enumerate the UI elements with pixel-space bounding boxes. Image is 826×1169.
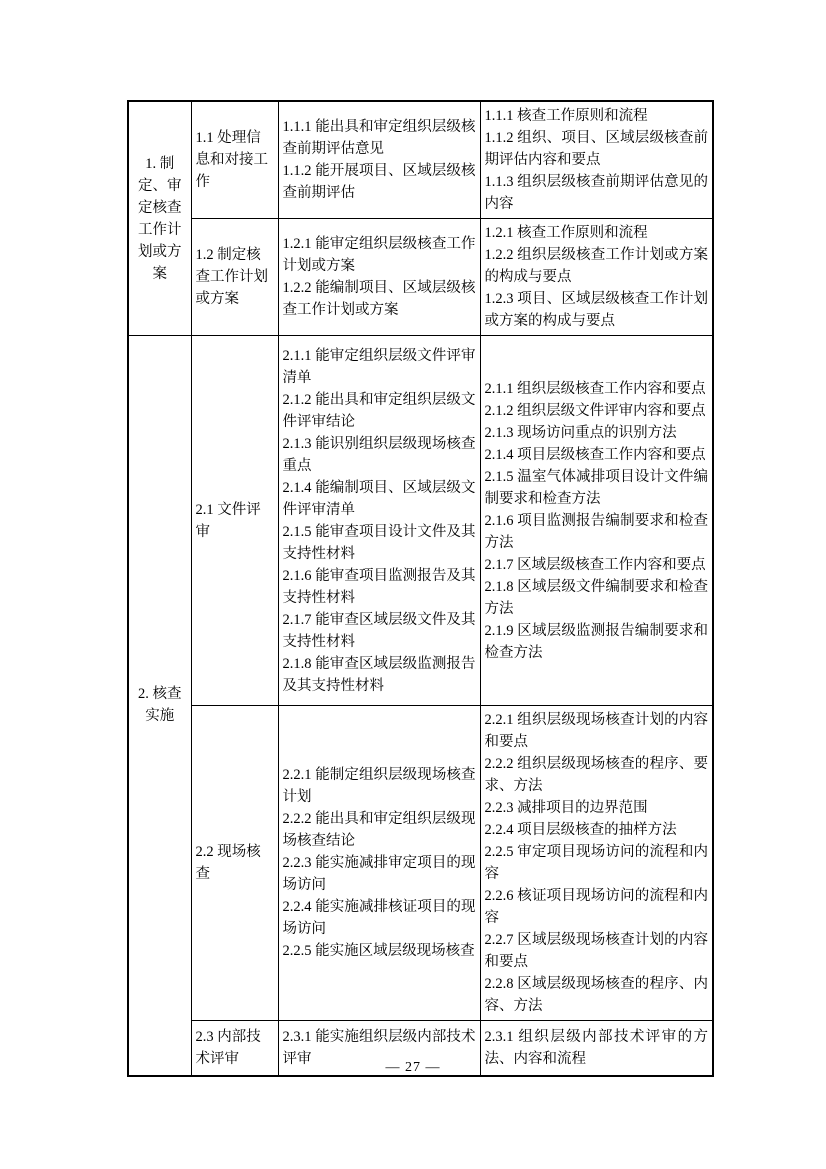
cell-line: 2.2.2 能出具和审定组织层级现场核查结论 xyxy=(282,811,476,849)
cell-line: 2.2.2 组织层级现场核查的程序、要求、方法 xyxy=(484,756,708,794)
cell-line: 2.2.5 审定项目现场访问的流程和内容 xyxy=(484,844,708,882)
skills-cell-1-1 xyxy=(278,101,480,219)
category-cell-2: 2. 核查实施 xyxy=(128,336,191,1076)
cell-line: 2.3.1 组织层级内部技术评审的方法、内容和流程 xyxy=(484,1028,708,1067)
cell-line: 2.1.8 区域层级文件编制要求和检查方法 xyxy=(484,578,708,617)
subcategory-cell-1-2: 1.2 制定核查工作计划或方案 xyxy=(191,219,278,336)
cell-line: 1.2.2 组织层级核查工作计划或方案的构成与要点 xyxy=(484,247,708,285)
knowledge-cell-2-1 xyxy=(480,336,713,706)
cell-line: 1.2.1 能审定组织层级核查工作计划或方案 xyxy=(282,236,476,274)
knowledge-cell-2-2 xyxy=(480,706,713,1021)
cell-line: 2.1.9 区域层级监测报告编制要求和检查方法 xyxy=(484,622,708,661)
skills-knowledge-table xyxy=(127,100,714,1077)
cell-line: 2.2.4 能实施减排核证项目的现场访问 xyxy=(282,899,476,937)
cell-line: 2.1.2 组织层级文件评审内容和要点 xyxy=(484,402,706,419)
cell-line: 2.1.3 能识别组织层级现场核查重点 xyxy=(282,435,476,474)
cell-line: 1.1.1 核查工作原则和流程 xyxy=(484,108,648,124)
cell-line: 2.2.5 能实施区域层级现场核查 xyxy=(282,943,475,959)
cell-line: 2.1.4 项目层级核查工作内容和要点 xyxy=(484,446,706,463)
cell-line: 2.1.2 能出具和审定组织层级文件评审结论 xyxy=(282,391,476,430)
cell-line: 1.1.2 组织、项目、区域层级核查前期评估内容和要点 xyxy=(484,130,708,168)
category-cell-1: 1. 制定、审定核查工作计划或方案 xyxy=(128,101,191,336)
cell-line: 2.2.8 区域层级现场核查的程序、内容、方法 xyxy=(484,976,708,1014)
cell-line: 2.2.7 区域层级现场核查计划的内容和要点 xyxy=(484,932,708,970)
cell-line: 1.2.3 项目、区域层级核查工作计划或方案的构成与要点 xyxy=(484,291,708,329)
cell-line: 2.1.5 温室气体减排项目设计文件编制要求和检查方法 xyxy=(484,468,708,507)
subcategory-cell-2-2: 2.2 现场核查 xyxy=(191,706,278,1021)
table-row xyxy=(128,219,713,336)
cell-line: 2.1.4 能编制项目、区域层级文件评审清单 xyxy=(282,479,476,518)
cell-line: 2.1.1 组织层级核查工作内容和要点 xyxy=(484,380,706,397)
skills-cell-2-1 xyxy=(278,336,480,706)
knowledge-cell-1-2 xyxy=(480,219,713,336)
cell-line: 2.1.3 现场访问重点的识别方法 xyxy=(484,424,677,441)
table-row xyxy=(128,706,713,1021)
cell-line: 1.2.2 能编制项目、区域层级核查工作计划或方案 xyxy=(282,280,476,318)
cell-line: 2.1.7 能审查区域层级文件及其支持性材料 xyxy=(282,611,476,650)
skills-cell-1-2 xyxy=(278,219,480,336)
cell-line: 2.2.1 能制定组织层级现场核查计划 xyxy=(282,767,476,805)
cell-line: 2.2.3 能实施减排审定项目的现场访问 xyxy=(282,855,476,893)
cell-line: 1.1.2 能开展项目、区域层级核查前期评估 xyxy=(282,163,476,201)
cell-line: 1.1.1 能出具和审定组织层级核查前期评估意见 xyxy=(282,119,476,157)
cell-line: 2.2.1 组织层级现场核查计划的内容和要点 xyxy=(484,712,708,750)
table-row xyxy=(128,101,713,219)
cell-line: 2.1.1 能审定组织层级文件评审清单 xyxy=(282,347,476,386)
page-number: — 27 — xyxy=(385,1060,441,1075)
subcategory-cell-2-1: 2.1 文件评审 xyxy=(191,336,278,706)
knowledge-cell-1-1 xyxy=(480,101,713,219)
cell-line: 2.2.6 核证项目现场访问的流程和内容 xyxy=(484,888,708,926)
cell-line: 1.1.3 组织层级核查前期评估意见的内容 xyxy=(484,174,708,212)
subcategory-cell-2-3: 2.3 内部技术评审 xyxy=(191,1021,278,1076)
table-row xyxy=(128,336,713,706)
cell-line: 2.3.1 能实施组织层级内部技术评审 xyxy=(282,1028,476,1067)
cell-line: 2.2.4 项目层级核查的抽样方法 xyxy=(484,822,677,838)
skills-cell-2-2 xyxy=(278,706,480,1021)
cell-line: 2.1.8 能审查区域层级监测报告及其支持性材料 xyxy=(282,655,476,694)
cell-line: 2.1.6 能审查项目监测报告及其支持性材料 xyxy=(282,567,476,606)
cell-line: 2.1.5 能审查项目设计文件及其支持性材料 xyxy=(282,523,476,562)
subcategory-cell-1-1: 1.1 处理信息和对接工作 xyxy=(191,101,278,219)
cell-line: 2.2.3 减排项目的边界范围 xyxy=(484,800,648,816)
cell-line: 1.2.1 核查工作原则和流程 xyxy=(484,225,648,241)
cell-line: 2.1.6 项目监测报告编制要求和检查方法 xyxy=(484,512,708,551)
cell-line: 2.1.7 区域层级核查工作内容和要点 xyxy=(484,556,706,573)
